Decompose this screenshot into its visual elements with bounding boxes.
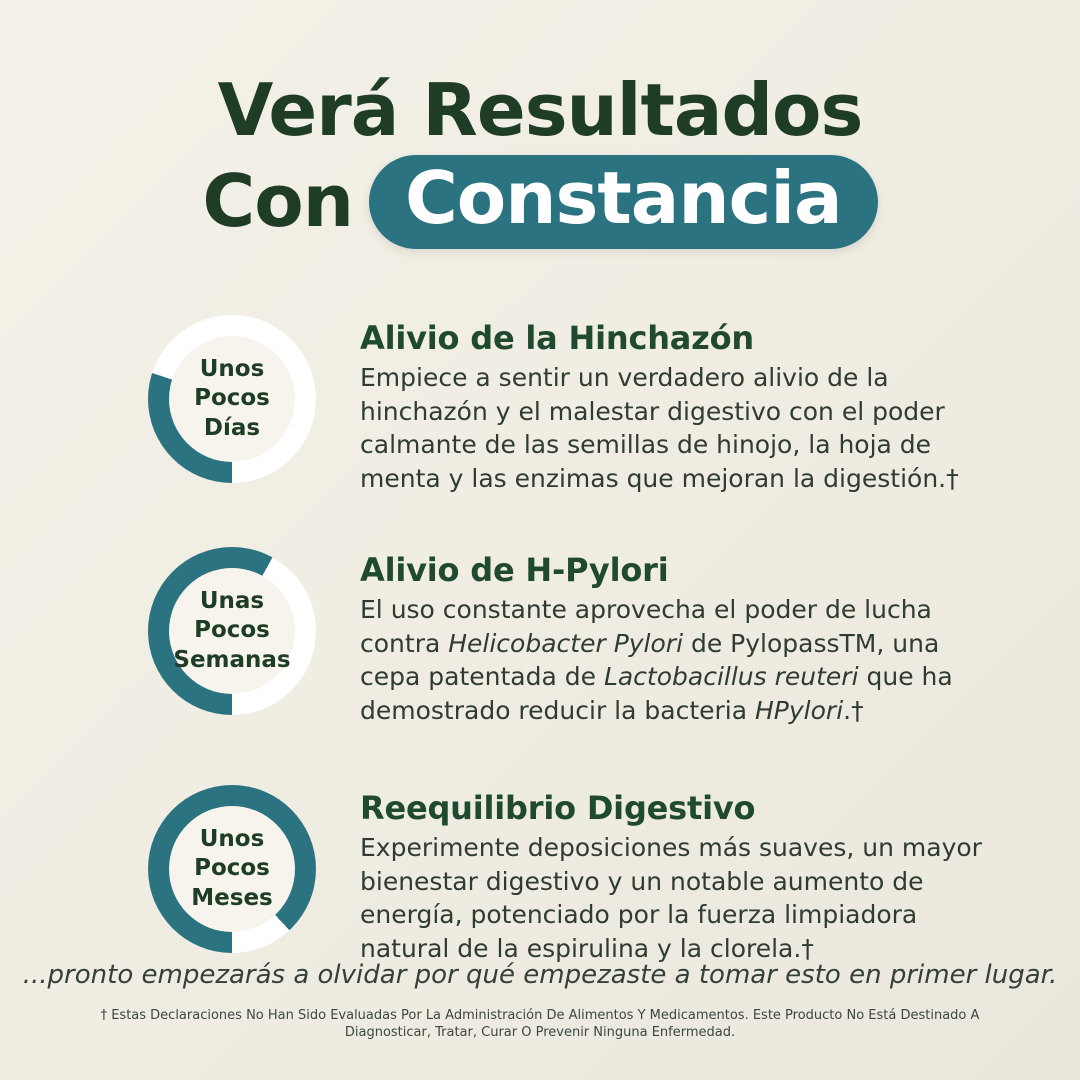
ring-label-line: Pocos [194, 617, 270, 644]
progress-ring-months [148, 785, 316, 953]
ring-label-line: Meses [191, 884, 273, 911]
footer-tagline: ...pronto empezarás a olvidar por qué empezaste a tomar esto en primer lugar. [22, 960, 1058, 991]
ring-label-line: Pocos [194, 855, 270, 882]
ring-label-line: Unas [199, 587, 265, 614]
timeline-rows [0, 311, 1080, 965]
page-title-prefix: Con [202, 159, 353, 244]
page-title-line-2 [0, 155, 1080, 249]
timeline-body: Empiece a sentir un verdadero alivio de la hinchazón y el malestar digestivo con el poder calmante de las semillas de hinojo, la hoja de menta y las enzimas que mejoran la digestión.† [360, 363, 959, 493]
page-title-line-1: Verá Resultados [217, 68, 863, 152]
timeline-heading: Alivio de H-Pylori [360, 551, 669, 590]
footer-disclaimer: † Estas Declaraciones No Han Sido Evaluadas Por La Administración De Alimentos Y Medicamentos. Este Producto No Está Destinado A Diagnosticar, Tratar, Curar O Prevenir Ninguna Enfermedad. [100, 1008, 980, 1041]
timeline-heading: Reequilibrio Digestivo [360, 789, 756, 828]
timeline-row [148, 543, 1024, 727]
footer [0, 960, 1080, 1042]
timeline-body: El uso constante aprovecha el poder de lucha contra Helicobacter Pylori de PylopassTM, una cepa patentada de Lactobacillus reuteri que ha demostrado reducir la bacteria HPylori.† [360, 595, 953, 725]
timeline-content [316, 781, 1024, 965]
progress-ring-label [169, 336, 295, 462]
ring-label-line: Unos [199, 825, 265, 852]
ring-label-line: Pocos [194, 385, 270, 412]
timeline-body: Experimente deposiciones más suaves, un mayor bienestar digestivo y un notable aumento de energía, potenciado por la fuerza limpiadora natural de la espirulina y la clorela.† [360, 833, 982, 963]
ring-label-line: Unos [199, 355, 265, 382]
progress-ring-label [169, 806, 295, 932]
timeline-content [316, 311, 1024, 495]
timeline-heading: Alivio de la Hinchazón [360, 319, 754, 358]
progress-ring-days [148, 315, 316, 483]
ring-label-line: Semanas [173, 646, 291, 673]
timeline-row [148, 311, 1024, 495]
timeline-content [316, 543, 1024, 727]
progress-ring-label [169, 568, 295, 694]
header [0, 0, 1080, 249]
ring-label-line: Días [203, 414, 261, 441]
timeline-row [148, 781, 1024, 965]
page-title-highlight-pill: Constancia [369, 155, 878, 249]
progress-ring-weeks [148, 547, 316, 715]
